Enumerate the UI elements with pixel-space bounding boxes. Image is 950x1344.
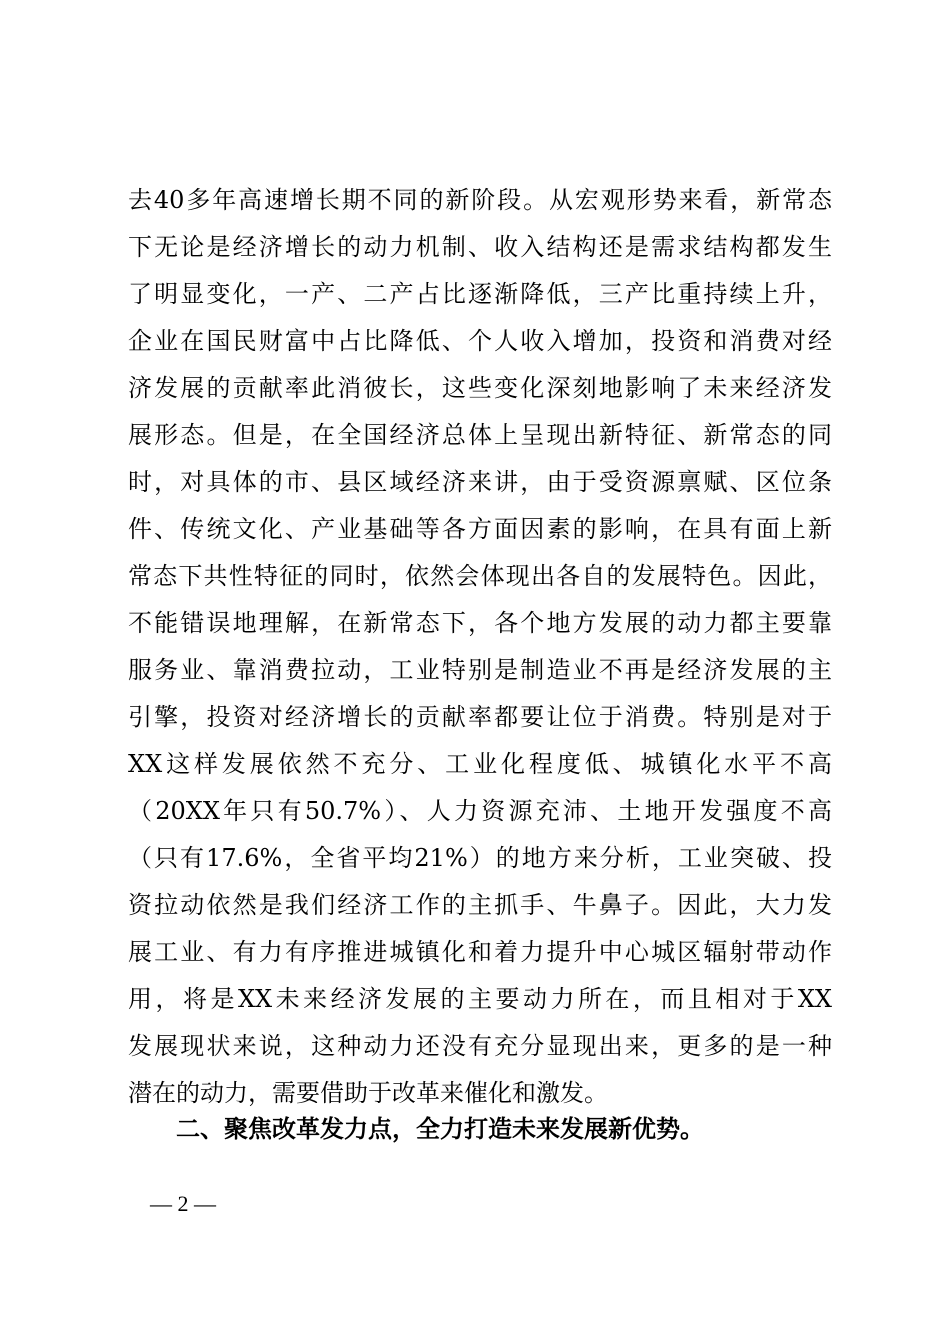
paragraph-line: 常态下共性特征的同时，依然会体现出各自的发展特色。因此， <box>128 562 832 590</box>
page-number: — 2 — <box>150 1191 216 1216</box>
paragraph-line: 了明显变化，一产、二产占比逐渐降低，三产比重持续上升， <box>128 280 832 308</box>
paragraph-line: 发展现状来说，这种动力还没有充分显现出来，更多的是一种 <box>128 1032 832 1060</box>
paragraph-line: （只有17.6%，全省平均21%）的地方来分析，工业突破、投 <box>128 844 832 872</box>
paragraph-line: 引擎，投资对经济增长的贡献率都要让位于消费。特别是对于 <box>128 703 832 731</box>
paragraph-line: 下无论是经济增长的动力机制、收入结构还是需求结构都发生 <box>128 233 832 261</box>
section-heading: 二、聚焦改革发力点，全力打造未来发展新优势。 <box>176 1115 704 1143</box>
paragraph-line: 件、传统文化、产业基础等各方面因素的影响，在具有面上新 <box>128 515 832 543</box>
paragraph-line: 时，对具体的市、县区域经济来讲，由于受资源禀赋、区位条 <box>128 468 832 496</box>
paragraph-line: 展工业、有力有序推进城镇化和着力提升中心城区辐射带动作 <box>128 938 832 966</box>
paragraph-line: 服务业、靠消费拉动，工业特别是制造业不再是经济发展的主 <box>128 656 832 684</box>
paragraph-line: 企业在国民财富中占比降低、个人收入增加，投资和消费对经 <box>128 327 832 355</box>
paragraph-line: 潜在的动力，需要借助于改革来催化和激发。 <box>128 1079 608 1107</box>
paragraph-line: XX这样发展依然不充分、工业化程度低、城镇化水平不高 <box>128 750 832 778</box>
paragraph-line: 不能错误地理解，在新常态下，各个地方发展的动力都主要靠 <box>128 609 832 637</box>
body-paragraph <box>128 177 832 1117</box>
paragraph-line: 济发展的贡献率此消彼长，这些变化深刻地影响了未来经济发 <box>128 374 832 402</box>
paragraph-line: 用，将是XX未来经济发展的主要动力所在，而且相对于XX <box>128 985 832 1013</box>
paragraph-line: 去40多年高速增长期不同的新阶段。从宏观形势来看，新常态 <box>128 186 832 214</box>
paragraph-line: （20XX年只有50.7%）、人力资源充沛、土地开发强度不高 <box>128 797 832 825</box>
paragraph-line: 展形态。但是，在全国经济总体上呈现出新特征、新常态的同 <box>128 421 832 449</box>
paragraph-line: 资拉动依然是我们经济工作的主抓手、牛鼻子。因此，大力发 <box>128 891 832 919</box>
